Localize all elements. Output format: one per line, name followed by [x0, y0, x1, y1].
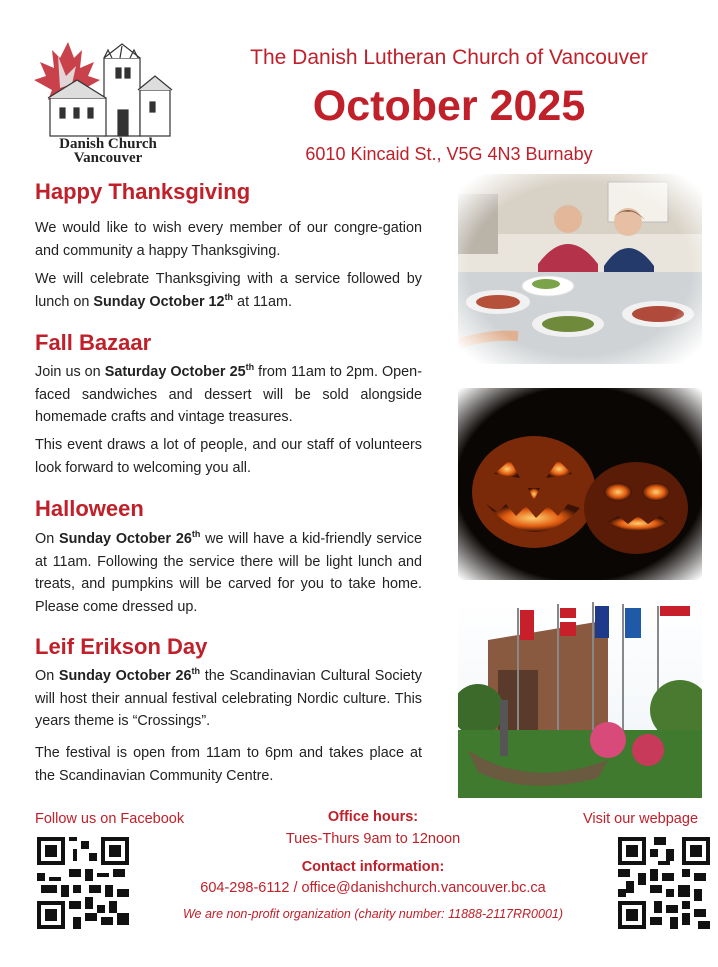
jack-o-lanterns-photo: [458, 388, 702, 580]
thanksgiving-title: Happy Thanksgiving: [35, 179, 251, 204]
leif-erikson-title: Leif Erikson Day: [35, 634, 208, 659]
qr-code-facebook-icon[interactable]: [37, 837, 129, 929]
nonprofit-note: We are non-profit organization (charity number: 11888-2117RR0001): [182, 907, 564, 921]
bazaar-paragraph-2: This event draws a lot of people, and our staff of volunteers look forward to welcoming you all.: [35, 437, 422, 476]
logo-text-line2: Vancouver: [73, 150, 143, 164]
bazaar-title: Fall Bazaar: [35, 330, 152, 355]
bazaar-paragraph-1: Join us on Saturday October 25th from 11am to 2pm. Open-faced sandwiches and dessert will be sold alongside homemade crafts and vintage treasures.: [35, 362, 422, 425]
church-address: 6010 Kincaid St., V5G 4N3 Burnaby: [305, 144, 593, 164]
halloween-title: Halloween: [35, 496, 144, 521]
church-logo: [30, 36, 180, 164]
scandinavian-centre-photo: [458, 600, 702, 798]
logo-text-line1: Danish Church: [59, 136, 157, 152]
office-hours-text: Tues-Thurs 9am to 12noon: [285, 831, 461, 847]
halloween-paragraph: On Sunday October 26th we will have a kid-friendly service at 11am. Following the service there will be light lunch and treats, and pumpkins will be carved for you to take home. Please come dressed up.: [35, 529, 422, 615]
thanksgiving-paragraph-1: We would like to wish every member of our congre-gation and community a happy Thanksgiving.: [35, 220, 422, 259]
office-hours-label: Office hours:: [327, 809, 419, 825]
contact-label: Contact information:: [301, 859, 445, 875]
leif-erikson-paragraph-1: On Sunday October 26th the Scandinavian Cultural Society will host their annual festival celebrating Nordic culture. This years theme is “Crossings”.: [35, 666, 422, 729]
thanksgiving-lunch-photo: [458, 174, 702, 364]
thanksgiving-paragraph-2: We will celebrate Thanksgiving with a service followed by lunch on Sunday October 12th at 11am.: [35, 271, 422, 310]
webpage-label[interactable]: Visit our webpage: [583, 811, 699, 827]
facebook-label[interactable]: Follow us on Facebook: [35, 811, 185, 827]
leif-erikson-paragraph-2: The festival is open from 11am to 6pm and takes place at the Scandinavian Community Centre.: [35, 745, 422, 784]
qr-code-webpage-icon[interactable]: [618, 837, 710, 929]
contact-text[interactable]: 604-298-6112 / office@danishchurch.vancouver.bc.ca: [200, 880, 546, 896]
newsletter-month: October 2025: [312, 82, 586, 130]
church-name: The Danish Lutheran Church of Vancouver: [250, 46, 648, 69]
